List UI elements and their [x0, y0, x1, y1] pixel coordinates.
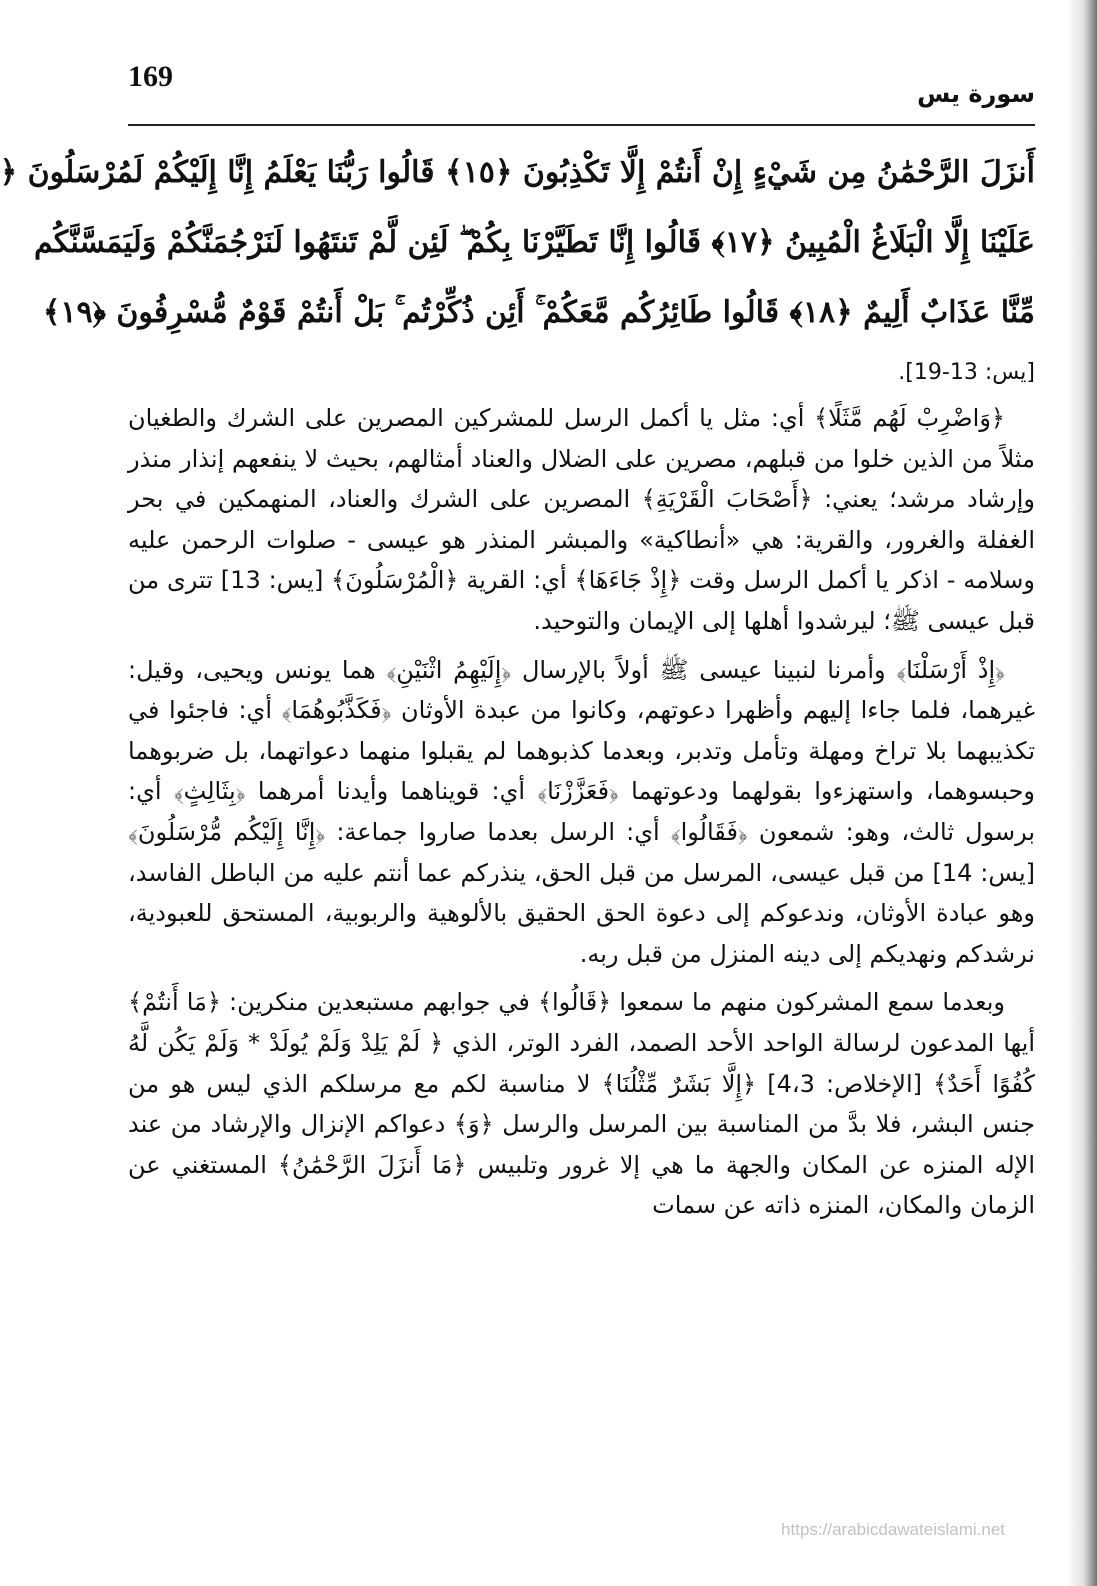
page-number: 169	[128, 60, 173, 93]
header-divider	[128, 124, 1035, 126]
quran-verse-line: مِّنَّا عَذَابٌ أَلِيمٌ ﴿١٨﴾ قَالُوا طَائِرُكُم مَّعَكُمْ ۚ أَئِن ذُكِّرْتُم ۚ بَلْ أَنتُمْ قَوْمٌ مُّسْرِفُونَ ﴿١٩﴾	[42, 295, 1035, 330]
commentary-body	[128, 398, 1035, 1234]
page-header	[128, 52, 1035, 122]
page-edge-shadow	[1067, 0, 1097, 1586]
verse-reference: [يس: 13-19].	[898, 360, 1035, 385]
quran-verse-line: أَنزَلَ الرَّحْمَٰنُ مِن شَيْءٍ إِنْ أَنتُمْ إِلَّا تَكْذِبُونَ ﴿١٥﴾ قَالُوا رَبُّنَا يَعْلَمُ إِنَّا إِلَيْكُمْ لَمُرْسَلُونَ ﴿	[0, 155, 1035, 190]
commentary-paragraph: وبعدما سمع المشركون منهم ما سمعوا ﴿قَالُوا﴾ في جوابهم مستبعدين منكرين: ﴿مَا أَنتُمْ﴾ أيها المدعون لرسالة الواحد الأحد الصمد، الفرد الوتر، الذي ﴿ لَمْ يَلِدْ وَلَمْ يُولَدْ * وَلَمْ يَكُن لَّهُ كُفُوًا أَحَدٌ﴾ [الإخلاص: 4،3] ﴿إِلَّا بَشَرٌ مِّثْلُنَا﴾ لا مناسبة لكم مع مرسلكم الذي ليس هو من جنس البشر، فلا بدَّ من المناسبة بين المرسل والرسل ﴿وَ﴾ دعواكم الإنزال والإرشاد من عند الإله المنزه عن المكان والجهة ما هي إلا غرور وتلبيس ﴿مَا أَنزَلَ الرَّحْمَٰنُ﴾ المستغني عن الزمان والمكان، المنزه ذاته عن سمات	[128, 988, 1035, 1220]
running-title: سورة يس	[917, 80, 1035, 108]
commentary-paragraph: ﴿إِذْ أَرْسَلْنَا﴾ وأمرنا لنبينا عيسى ﷺ أولاً بالإرسال ﴿إِلَيْهِمُ اثْنَيْنِ﴾ هما يونس ويحيى، وقيل: غيرهما، فلما جاءا إليهم وأظهرا دعوتهم، وكانوا من عبدة الأوثان ﴿فَكَذَّبُوهُمَا﴾ أي: فاجئوا في تكذيبهما بلا تراخ ومهلة وتأمل وتدبر، وبعدما كذبوهما لم يقبلوا منهما دعواتهما، بل ضربوهما وحبسوهما، واستهزءوا بقولهما ودعوتهما ﴿فَعَزَّزْنَا﴾ أي: قويناهما وأيدنا أمرهما ﴿بِثَالِثٍ﴾ أي: برسول ثالث، وهو: شمعون ﴿فَقَالُوا﴾ أي: الرسل بعدما صاروا جماعة: ﴿إِنَّا إِلَيْكُم مُّرْسَلُونَ﴾ [يس: 14] من قبل عيسى، المرسل من قبل الحق، ينذركم عما أنتم عليه من الباطل الفاسد، وهو عبادة الأوثان، وندعوكم إلى دعوة الحق الحقيق بالألوهية والربوبية، المستحق للعبودية، نرشدكم ونهديكم إلى دينه المنزل من قبل ربه.	[128, 655, 1035, 968]
commentary-paragraph: ﴿وَاضْرِبْ لَهُم مَّثَلًا﴾ أي: مثل يا أكمل الرسل للمشركين المصرين على الشرك والطغيان مثلاً من الذين خلوا من قبلهم، مصرين على الضلال والعناد أمثالهم، بحيث لا ينفعهم إنذار منذر وإرشاد مرشد؛ يعني: ﴿أَصْحَابَ الْقَرْيَةِ﴾ المصرين على الشرك والعناد، المنهمكين في بحر الغفلة والغرور، والقرية: هي «أنطاكية» والمبشر المنذر هو عيسى - صلوات الرحمن عليه وسلامه - اذكر يا أكمل الرسل وقت ﴿إِذْ جَاءَهَا﴾ أي: القرية ﴿الْمُرْسَلُونَ﴾ [يس: 13] تترى من قبل عيسى ﷺ؛ ليرشدوا أهلها إلى الإيمان والتوحيد.	[128, 404, 1035, 635]
quran-verses	[0, 138, 1035, 348]
watermark-url: https://arabicdawateislami.net	[781, 1520, 1005, 1539]
quran-verse-line: عَلَيْنَا إِلَّا الْبَلَاغُ الْمُبِينُ ﴿١٧﴾ قَالُوا إِنَّا تَطَيَّرْنَا بِكُمْ ۖ لَئِن لَّمْ تَنتَهُوا لَنَرْجُمَنَّكُمْ وَلَيَمَسَّنَّكُم	[33, 225, 1035, 260]
